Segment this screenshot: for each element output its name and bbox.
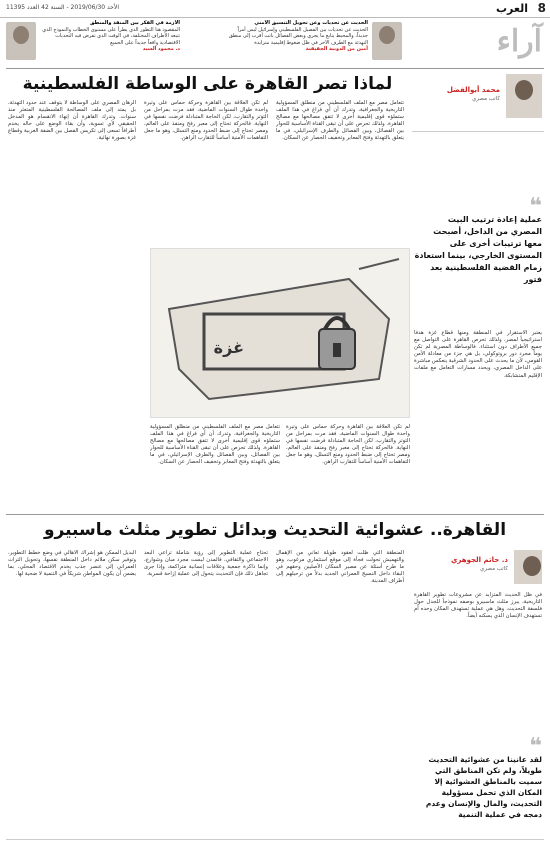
teaser-author: أمين من الدوبية الحقيقية [305, 46, 368, 52]
author-name: د. حاتم الجوهري [450, 556, 508, 564]
article2-author-box [412, 548, 544, 588]
pull-quote-text: لقد عانينا من عشوائية التحديث طويلاً، ولم تكن المناطق التي سميت بالمناطق العشوائية إلا المكان الذي تحمل مسؤولية التحديث، والمال والإنسان وعدم دمجه في عملية التنمية [425, 755, 542, 819]
quote-mark-icon: ❝ [529, 734, 542, 759]
teaser-1[interactable] [228, 20, 368, 66]
teaser-text: الحديث عن تحديات بين الفصيل الفلسطيني وإسرائيل ليس أمراً جديداً، والمحيط يتابع ما يجري وبعض الفصائل باتت أقرب إلى منطق التهدئة مع الطرف الآخر في ظل ضغوط إقليمية متزايدة [228, 26, 368, 46]
teaser-kicker: الأزمة في الفكر بين المنفذ والمنطق [89, 20, 180, 26]
author-name: محمد أبوالفضل [446, 86, 500, 94]
gaza-padlock-illustration [150, 248, 410, 418]
article1-column: تتعامل مصر مع الملف الفلسطيني من منطلق المسؤولية التاريخية والجغرافية، وتدرك أن أي فراغ في هذا الملف ستملؤه قوى إقليمية أخرى لا تتفق مصالحها مع مصالح القاهرة. ولذلك تحرص على أن تبقى القناة الأساسية للحوار بين الفصائل، وبين الفصائل والطرف الإسرائيلي، في ما يتعلق بالتهدئة وفتح المعابر وتخفيف الحصار عن السكان. [276, 100, 404, 142]
teaser-text: المقصود هنا التطور الذي يطرأ على مستوى الخطاب والنموذج الذي تتبعه الأطراف المختلفة، في الوقت الذي تفرض فيه التحديات الاقتصادية واقعاً جديداً على الجميع [42, 26, 180, 46]
teaser-author: د. محمود السيد [142, 46, 180, 52]
teaser-photo [372, 22, 402, 60]
teaser-kicker: الحديث عن تحديات وعن تحويل التنسيق الأمني [254, 20, 368, 26]
dateline: الأحد 2019/06/30 - السنة 42 العدد 11395 [6, 4, 119, 11]
article1-author-box [412, 72, 544, 132]
teaser-photo [6, 22, 36, 60]
author-role: كاتب مصري [471, 96, 500, 102]
masthead-bar [0, 0, 550, 18]
teaser-2[interactable] [40, 20, 180, 66]
map-label: غزة [213, 338, 244, 357]
author-role: كاتب مصري [479, 566, 508, 572]
author-photo [506, 74, 542, 118]
divider [6, 514, 544, 515]
article1-column: تتعامل مصر مع الملف الفلسطيني من منطلق المسؤولية التاريخية والجغرافية، وتدرك أن أي فراغ في هذا الملف ستملؤه قوى إقليمية أخرى لا تتفق مصالحها مع مصالح القاهرة. ولذلك تحرص على أن تبقى القناة الأساسية للحوار بين الفصائل، وبين الفصائل والطرف الإسرائيلي، في ما يتعلق بالتهدئة وفتح المعابر وتخفيف الحصار عن السكان. [150, 424, 280, 466]
paper-name: العرب [495, 2, 528, 15]
rocket-trail [359, 259, 399, 269]
article2-column: المنطقة التي ظلت لعقود طويلة تعاني من الإهمال والتهميش تحولت فجأة إلى موقع استثماري مرغوب، وهو ما طرح أسئلة عن مصير السكان الأصليين وحقهم في البقاء داخل النسيج العمراني الجديد بدلاً من ترحيلهم إلى أطراف المدينة. [276, 550, 404, 585]
article1-headline[interactable]: لماذا تصر القاهرة على الوساطة الفلسطينية [22, 74, 393, 94]
article1-pull-quote [414, 194, 542, 286]
article1-column: لم تكن العلاقة بين القاهرة وحركة حماس على وتيرة واحدة طوال السنوات الماضية، فقد مرت بمراحل من التوتر والتقارب، لكن الحاجة المتبادلة فرضت نفسها في النهاية. فالحركة تحتاج إلى معبر رفح ومنفذ على العالم، ومصر تحتاج إلى ضبط الحدود ومنع التسلل، وهو ما جعل التفاهمات الأمنية أساساً للتقارب الراهن. [286, 424, 410, 466]
article2-column: تحتاج عملية التطوير إلى رؤية شاملة تراعي البعد الاجتماعي والثقافي، فالمدن ليست مجرد مبان وشوارع، وإنما ذاكرة جمعية وعلاقات إنسانية متراكمة، وإذا جرى تجاهل ذلك فإن التحديث يتحول إلى عملية إزاحة قسرية. [144, 550, 268, 578]
divider [6, 68, 544, 69]
article1-column: الرهان المصري على الوساطة لا يتوقف عند حدود التهدئة، بل يمتد إلى ملف المصالحة الفلسطينية المتعثر منذ سنوات. وتدرك القاهرة أن إنهاء الانقسام هو المدخل الحقيقي لأي تسوية، وأن بقاء الوضع على حاله يخدم أطرافاً تسعى إلى تكريس الفصل بين الضفة الغربية وقطاع غزة بصورة نهائية. [8, 100, 136, 142]
section-title: آراء [496, 24, 542, 59]
article2-column: البديل الممكن هو إشراك الأهالي في وضع خطط التطوير، وتوفير سكن ملائم داخل المنطقة نفسها، وتحويل التراث العمراني إلى عنصر جذب يخدم الاقتصاد المحلي، بما يضمن أن يكون المواطن شريكاً في التنمية لا ضحية لها. [8, 550, 136, 578]
article2-column: في ظل الحديث المتزايد عن مشروعات تطوير القاهرة التاريخية، يبرز مثلث ماسبيرو بوصفه نموذجاً للجدل حول فلسفة التحديث، وهل هي عملية تستهدف المكان وحده أم تستهدف الإنسان الذي يسكنه أيضاً. [414, 592, 542, 620]
article2-pull-quote [414, 734, 542, 820]
gaza-map-svg [150, 249, 409, 418]
article1-column: لم تكن العلاقة بين القاهرة وحركة حماس على وتيرة واحدة طوال السنوات الماضية، فقد مرت بمراحل من التوتر والتقارب، لكن الحاجة المتبادلة فرضت نفسها في النهاية. فالحركة تحتاج إلى معبر رفح ومنفذ على العالم، ومصر تحتاج إلى ضبط الحدود ومنع التسلل، وهو ما جعل التفاهمات الأمنية أساساً للتقارب الراهن. [144, 100, 268, 142]
footer-rule [6, 839, 544, 840]
article1-column: يعتبر الاستقرار في المنطقة ومنها قطاع غزة هدفاً استراتيجياً لمصر، ولذلك تحرص القاهرة على التواصل مع جميع الأطراف دون استثناء. فالوساطة المصرية لم تكن يوماً مجرد دور بروتوكولي، بل هي جزء من معادلة الأمن القومي، لأن ما يحدث على الحدود الشرقية ينعكس مباشرة على الداخل المصري، ويحدد مسارات التعامل مع ملفات الإقليم المتشابكة. [414, 330, 542, 379]
pull-quote-text: عملية إعادة ترتيب البيت المصري من الداخل، أصبحت معها ترتيبات أخرى على المستوى الخارجي، بينما استعادة زمام القضية الفلسطينية بعد فتور [414, 215, 542, 284]
page-number: 8 [537, 1, 546, 15]
author-photo [514, 550, 542, 584]
article2-headline[interactable]: القاهرة.. عشوائية التحديث وبدائل تطوير مثلث ماسبيرو [43, 520, 507, 540]
quote-mark-icon: ❝ [529, 194, 542, 219]
